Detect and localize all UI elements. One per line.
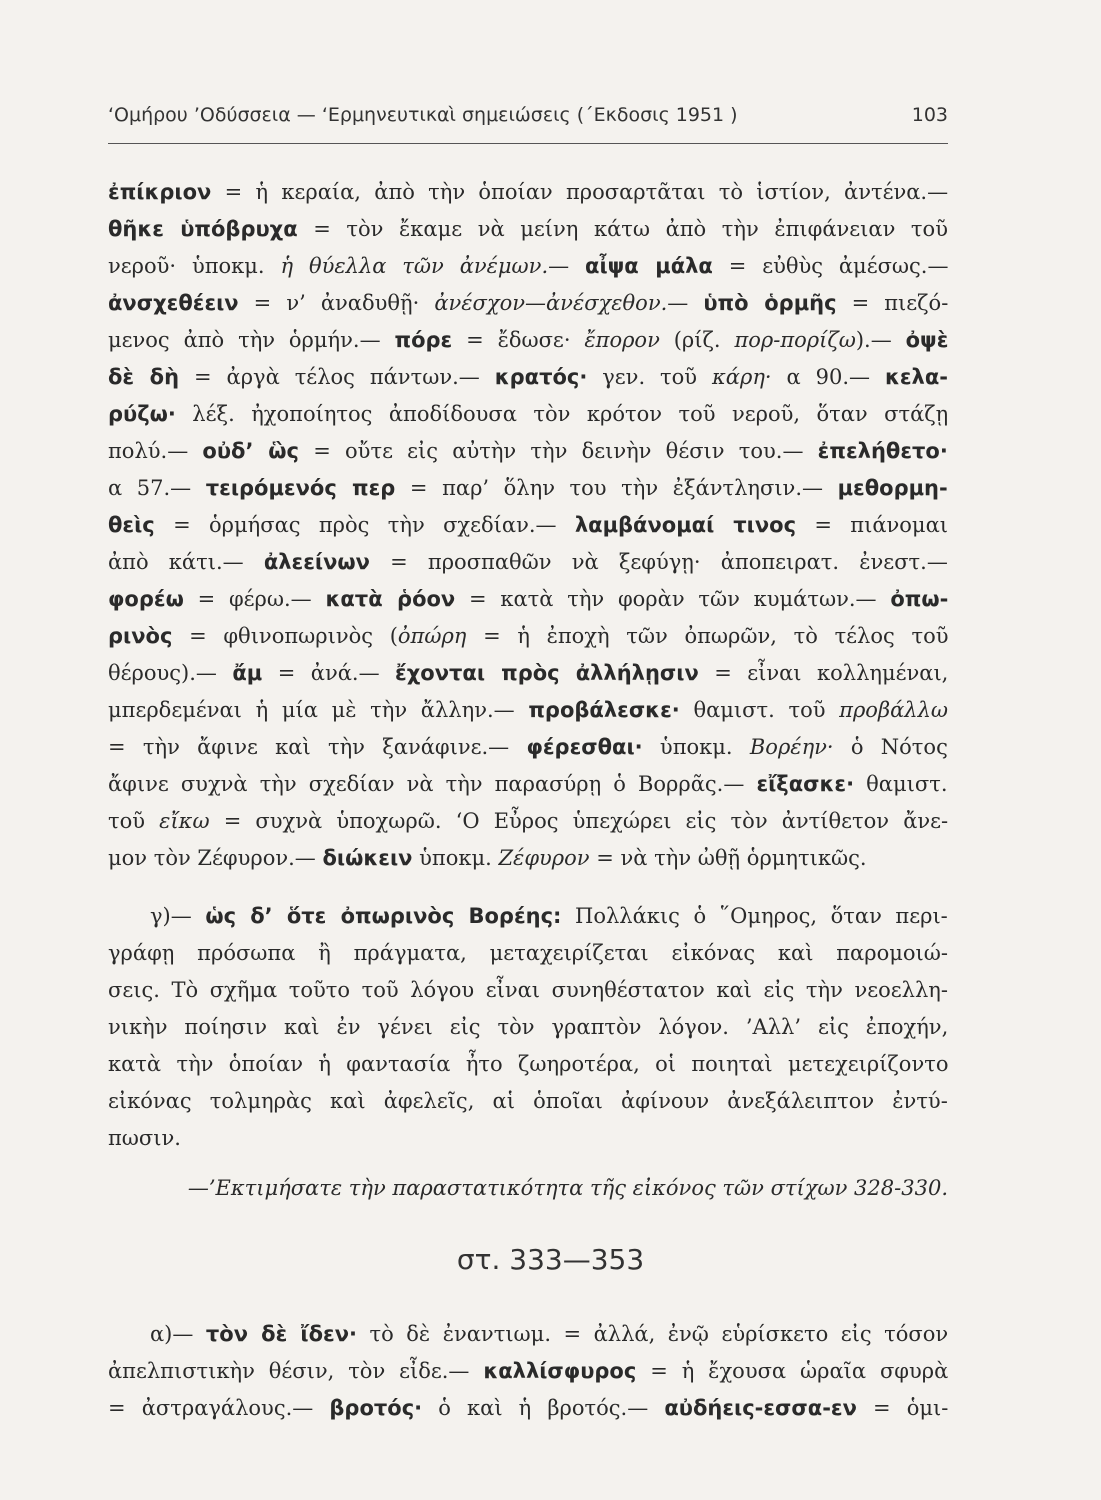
text-line: ρύζω· λέξ. ἠχοποίητος ἀποδίδουσα τὸν κρότον τοῦ νεροῦ, ὅταν στάζῃ — [108, 402, 949, 426]
text-line: γράφῃ πρόσωπα ἢ πράγματα, μεταχειρίζεται εἰκόνας καὶ παρομοιώ- — [108, 941, 948, 965]
text-line: α 57.— τειρόμενός περ = παρ’ ὅλην του τὴν ἐξάντλησιν.— μεθορμη- — [108, 476, 948, 500]
text-line: πολύ.— οὐδ’ ὣς = οὔτε εἰς αὐτὴν τὴν δεινὴν θέσιν του.— ἐπελήθετο· — [108, 439, 948, 463]
text-line: νεροῦ· ὑποκμ. ἡ θύελλα τῶν ἀνέμων.— αἶψα μάλα = εὐθὺς ἀμέσως.— — [108, 254, 949, 278]
text-line: πωσιν. — [108, 1126, 181, 1150]
text-line: θεὶς = ὁρμήσας πρὸς τὴν σχεδίαν.— λαμβάνομαί τινος = πιάνομαι — [108, 513, 948, 537]
text-line: ἀπελπιστικὴν θέσιν, τὸν εἶδε.— καλλίσφυρος = ἡ ἔχουσα ὡραῖα σφυρὰ — [108, 1359, 949, 1383]
text-line: ρινὸς = φθινοπωρινὸς (ὀπώρη = ἡ ἐποχὴ τῶν ὀπωρῶν, τὸ τέλος τοῦ — [108, 624, 949, 648]
text-line: α)— τὸν δὲ ἴδεν· τὸ δὲ ἐναντιωμ. = ἀλλά, ἐνῷ εὑρίσκετο εἰς τόσον — [150, 1322, 949, 1346]
text-line: = τὴν ἄφινε καὶ τὴν ξανάφινε.— φέρεσθαι· ὑποκμ. Βορέην· ὁ Νότος — [108, 735, 948, 759]
text-line: δὲ δὴ = ἀργὰ τέλος πάντων.— κρατός· γεν. τοῦ κάρη· α 90.— κελα- — [108, 365, 948, 389]
text-line: τοῦ εἴκω = συχνὰ ὑποχωρῶ. ‘Ο Εὖρος ὑπεχώρει εἰς τὸν ἀντίθετον ἄνε- — [108, 809, 949, 833]
text-line: μενος ἀπὸ τὴν ὁρμήν.— πόρε = ἔδωσε· ἔπορον (ρίζ. πορ-πορίζω).— ὀψὲ — [108, 328, 949, 352]
page-number: 103 — [911, 104, 948, 126]
running-header — [108, 104, 948, 126]
section-heading: στ. 333—353 — [456, 1243, 645, 1276]
text-line: ἀνσχεθέειν = ν’ ἀναδυθῇ· ἀνέσχον—ἀνέσχεθον.— ὑπὸ ὁρμῆς = πιεζό- — [108, 291, 949, 315]
text-line: θῆκε ὑπόβρυχα = τὸν ἔκαμε νὰ μείνη κάτω ἀπὸ τὴν ἐπιφάνειαν τοῦ — [108, 217, 948, 241]
text-line: κατὰ τὴν ὁποίαν ἡ φαντασία ἦτο ζωηροτέρα, οἱ ποιηταὶ μετεχειρίζοντο — [108, 1052, 949, 1076]
assignment-question: —’Εκτιμήσατε τὴν παραστατικότητα τῆς εἰκόνος τῶν στίχων 328-330. — [187, 1176, 948, 1200]
text-line: μπερδεμέναι ἡ μία μὲ τὴν ἄλλην.— προβάλεσκε· θαμιστ. τοῦ προβάλλω — [108, 698, 949, 722]
text-line: ἐπίκριον = ἡ κεραία, ἀπὸ τὴν ὁποίαν προσαρτᾶται τὸ ἱστίον, ἀντένα.— — [108, 180, 949, 204]
text-line: = ἀστραγάλους.— βροτός· ὁ καὶ ἡ βροτός.— αὐδήεις-εσσα-εν = ὁμι- — [108, 1396, 949, 1420]
text-line: νικὴν ποίησιν καὶ ἐν γένει εἰς τὸν γραπτὸν λόγον. ’Αλλ’ εἰς ἐποχήν, — [108, 1015, 949, 1039]
running-title: ‘Ομήρου ’Οδύσσεια — ‘Ερμηνευτικαὶ σημειώσεις (΄Εκδοσις 1951 ) — [108, 104, 738, 126]
text-line: θέρους).— ἄμ = ἀνά.— ἔχονται πρὸς ἀλλήλῃσιν = εἶναι κολλημέναι, — [108, 661, 949, 685]
text-line: γ)— ὡς δ’ ὅτε ὀπωρινὸς Βορέης: Πολλάκις ὁ ῞Ομηρος, ὅταν περι- — [150, 904, 948, 928]
text-line: εἰκόνας τολμηρὰς καὶ ἀφελεῖς, αἱ ὁποῖαι ἀφίνουν ἀνεξάλειπτον ἐντύ- — [108, 1089, 948, 1113]
text-line: ἀπὸ κάτι.— ἀλεείνων = προσπαθῶν νὰ ξεφύγῃ· ἀποπειρατ. ἐνεστ.— — [108, 550, 948, 574]
text-line: μον τὸν Ζέφυρον.— διώκειν ὑποκμ. Ζέφυρον = νὰ τὴν ὠθῇ ὁρμητικῶς. — [108, 846, 867, 870]
text-line: σεις. Τὸ σχῆμα τοῦτο τοῦ λόγου εἶναι συνηθέστατον καὶ εἰς τὴν νεοελλη- — [108, 978, 948, 1002]
header-rule — [108, 143, 948, 144]
text-line: ἄφινε συχνὰ τὴν σχεδίαν νὰ τὴν παρασύρῃ ὁ Βορρᾶς.— εἴξασκε· θαμιστ. — [108, 772, 948, 796]
text-line: φορέω = φέρω.— κατὰ ῥόον = κατὰ τὴν φορὰν τῶν κυμάτων.— ὀπω- — [108, 587, 949, 611]
